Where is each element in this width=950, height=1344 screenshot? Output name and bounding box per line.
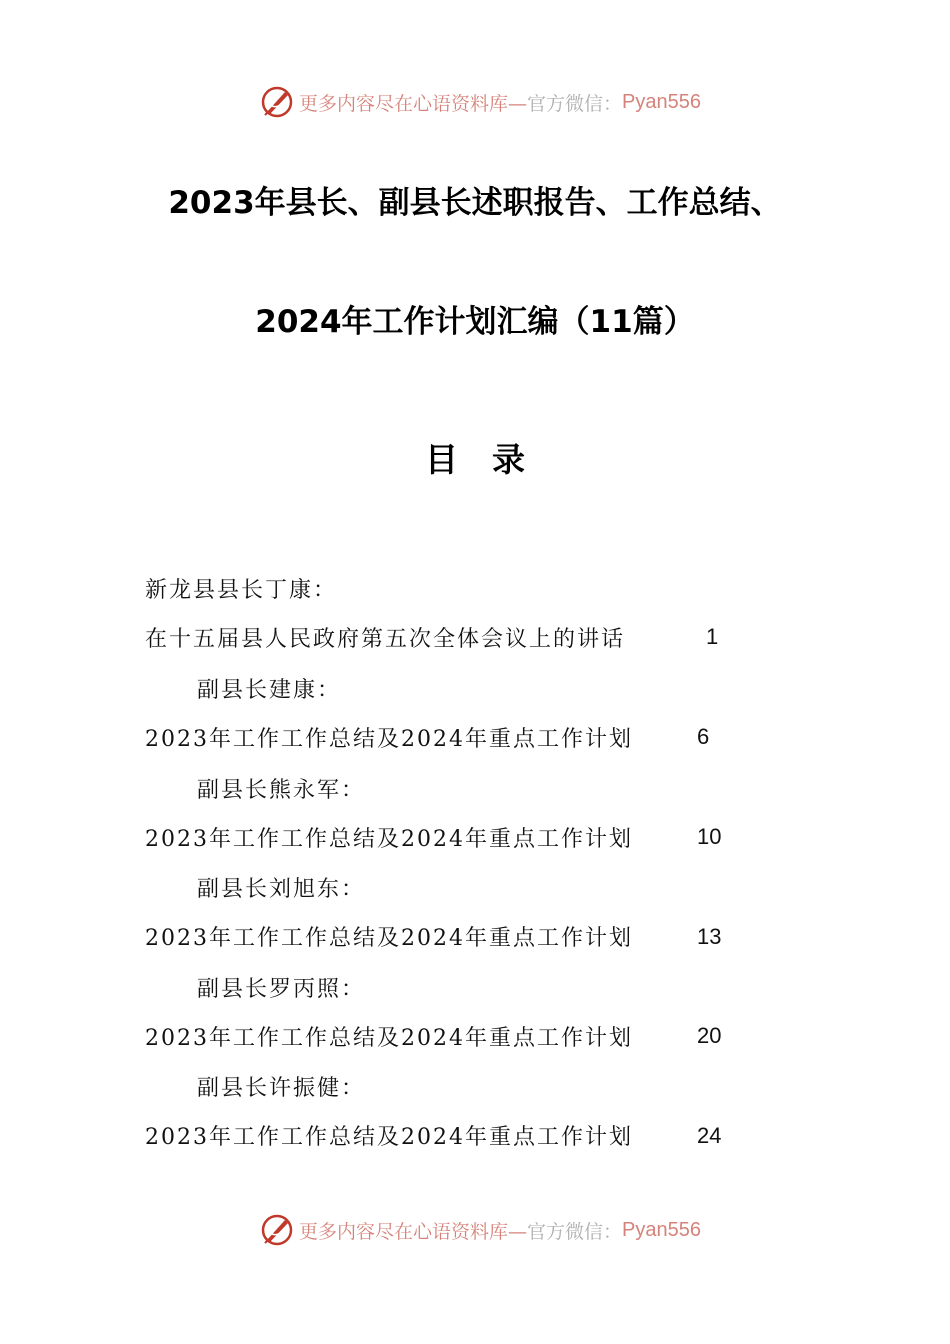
watermark-wechat-label: 官方微信：	[527, 92, 623, 115]
toc-entry-label: 副县长建康：	[197, 678, 342, 703]
toc-entry-title[interactable]: 2023年工作工作总结及2024年重点工作计划	[145, 1125, 633, 1150]
quill-pen-logo-icon	[259, 84, 295, 120]
document-title-line-1: 2023年县长、副县长述职报告、工作总结、	[168, 185, 782, 221]
watermark-wechat-label: 官方微信：	[527, 1220, 623, 1243]
toc-entry-title[interactable]: 2023年工作工作总结及2024年重点工作计划	[145, 827, 633, 852]
watermark-text: 更多内容尽在心语资料库—	[299, 92, 528, 115]
toc-entry-page[interactable]: 1	[706, 624, 719, 649]
quill-pen-logo-icon	[259, 1212, 295, 1248]
toc-entry-page[interactable]: 13	[697, 924, 722, 949]
footer-watermark	[0, 1210, 950, 1250]
toc-entry-page[interactable]: 6	[697, 724, 710, 749]
header-watermark	[0, 82, 950, 122]
watermark-wechat-id: Pyan556	[622, 90, 701, 113]
toc-entry-label: 副县长刘旭东：	[197, 877, 366, 902]
toc-entry-page[interactable]: 20	[697, 1023, 722, 1048]
toc-entry-label: 新龙县县长丁康：	[145, 578, 338, 603]
toc-entry-page[interactable]: 24	[697, 1123, 722, 1148]
toc-entry-title[interactable]: 2023年工作工作总结及2024年重点工作计划	[145, 727, 633, 752]
watermark-wechat-id: Pyan556	[622, 1218, 701, 1241]
toc-entry-title[interactable]: 2023年工作工作总结及2024年重点工作计划	[145, 926, 633, 951]
toc-heading: 目录	[425, 440, 559, 479]
toc-entry-title[interactable]: 2023年工作工作总结及2024年重点工作计划	[145, 1026, 633, 1051]
toc-entry-label: 副县长罗丙照：	[197, 977, 366, 1002]
toc-entry-title[interactable]: 在十五届县人民政府第五次全体会议上的讲话	[145, 627, 626, 652]
toc-entry-page[interactable]: 10	[697, 824, 722, 849]
document-title-line-2: 2024年工作计划汇编（11篇）	[255, 304, 695, 340]
toc-entry-label: 副县长许振健：	[197, 1076, 366, 1101]
watermark-text: 更多内容尽在心语资料库—	[299, 1220, 528, 1243]
toc-entry-label: 副县长熊永军：	[197, 778, 366, 803]
